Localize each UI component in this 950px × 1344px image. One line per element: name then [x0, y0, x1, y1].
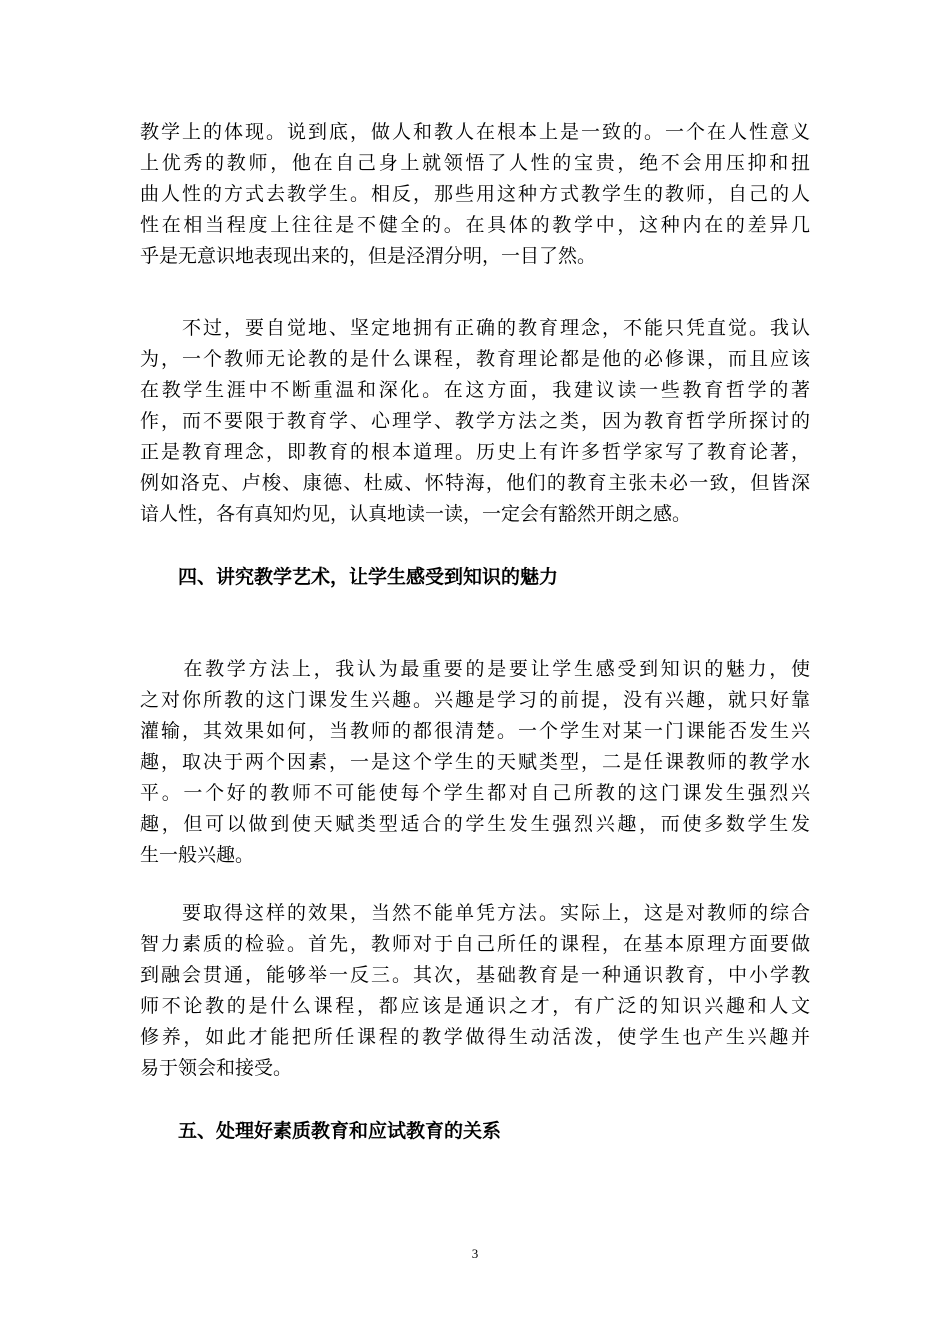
page-number: 3 [471, 1246, 479, 1261]
paragraph-line: 上优秀的教师，他在自己身上就领悟了人性的宝贵，绝不会用压抑和扭 [140, 152, 810, 174]
paragraph-line: 乎是无意识地表现出来的，但是泾渭分明，一目了然。 [140, 245, 597, 267]
paragraph-line: 之对你所教的这门课发生兴趣。兴趣是学习的前提，没有兴趣，就只好靠 [140, 689, 810, 711]
paragraph-line: 正是教育理念，即教育的根本道理。历史上有许多哲学家写了教育论著， [140, 441, 810, 463]
section-heading-5: 五、处理好素质教育和应试教育的关系 [140, 1120, 502, 1142]
paragraph-line: 生一般兴趣。 [140, 844, 255, 866]
paragraph-line: 例如洛克、卢梭、康德、杜威、怀特海，他们的教育主张未必一致，但皆深 [140, 472, 810, 494]
paragraph-line: 智力素质的检验。首先，教师对于自己所任的课程，在基本原理方面要做 [140, 933, 810, 955]
paragraph-line: 趣，取决于两个因素，一是这个学生的天赋类型，二是任课教师的教学水 [140, 751, 810, 773]
paragraph-line: 在教学生涯中不断重温和深化。在这方面，我建议读一些教育哲学的著 [140, 379, 810, 401]
paragraph-line: 教学上的体现。说到底，做人和教人在根本上是一致的。一个在人性意义 [140, 121, 810, 143]
paragraph-line: 师不论教的是什么课程，都应该是通识之才，有广泛的知识兴趣和人文 [140, 995, 810, 1017]
paragraph-line: 为，一个教师无论教的是什么课程，教育理论都是他的必修课，而且应该 [140, 348, 810, 370]
paragraph-line: 易于领会和接受。 [140, 1057, 293, 1079]
paragraph-3 [140, 654, 810, 871]
paragraph-1 [140, 117, 810, 272]
paragraph-line: 性在相当程度上往往是不健全的。在具体的教学中，这种内在的差异几 [140, 214, 810, 236]
paragraph-line: 要取得这样的效果，当然不能单凭方法。实际上，这是对教师的综合 [140, 902, 810, 924]
paragraph-line: 作，而不要限于教育学、心理学、教学方法之类，因为教育哲学所探讨的 [140, 410, 810, 432]
paragraph-2 [140, 313, 810, 530]
paragraph-line: 趣，但可以做到使天赋类型适合的学生发生强烈兴趣，而使多数学生发 [140, 813, 810, 835]
paragraph-line: 平。一个好的教师不可能使每个学生都对自己所教的这门课发生强烈兴 [140, 782, 810, 804]
paragraph-line: 谙人性，各有真知灼见，认真地读一读，一定会有豁然开朗之感。 [140, 503, 692, 525]
paragraph-line: 曲人性的方式去教学生。相反，那些用这种方式教学生的教师，自己的人 [140, 183, 810, 205]
paragraph-line: 灌输，其效果如何，当教师的都很清楚。一个学生对某一门课能否发生兴 [140, 720, 810, 742]
paragraph-line: 不过，要自觉地、坚定地拥有正确的教育理念，不能只凭直觉。我认 [140, 317, 810, 339]
paragraph-line: 修养，如此才能把所任课程的教学做得生动活泼，使学生也产生兴趣并 [140, 1026, 810, 1048]
paragraph-4 [140, 898, 810, 1084]
paragraph-line: 在教学方法上，我认为最重要的是要让学生感受到知识的魅力，使 [140, 658, 810, 680]
paragraph-line: 到融会贯通，能够举一反三。其次，基础教育是一种通识教育，中小学教 [140, 964, 810, 986]
section-heading-4: 四、讲究教学艺术，让学生感受到知识的魅力 [140, 566, 559, 588]
